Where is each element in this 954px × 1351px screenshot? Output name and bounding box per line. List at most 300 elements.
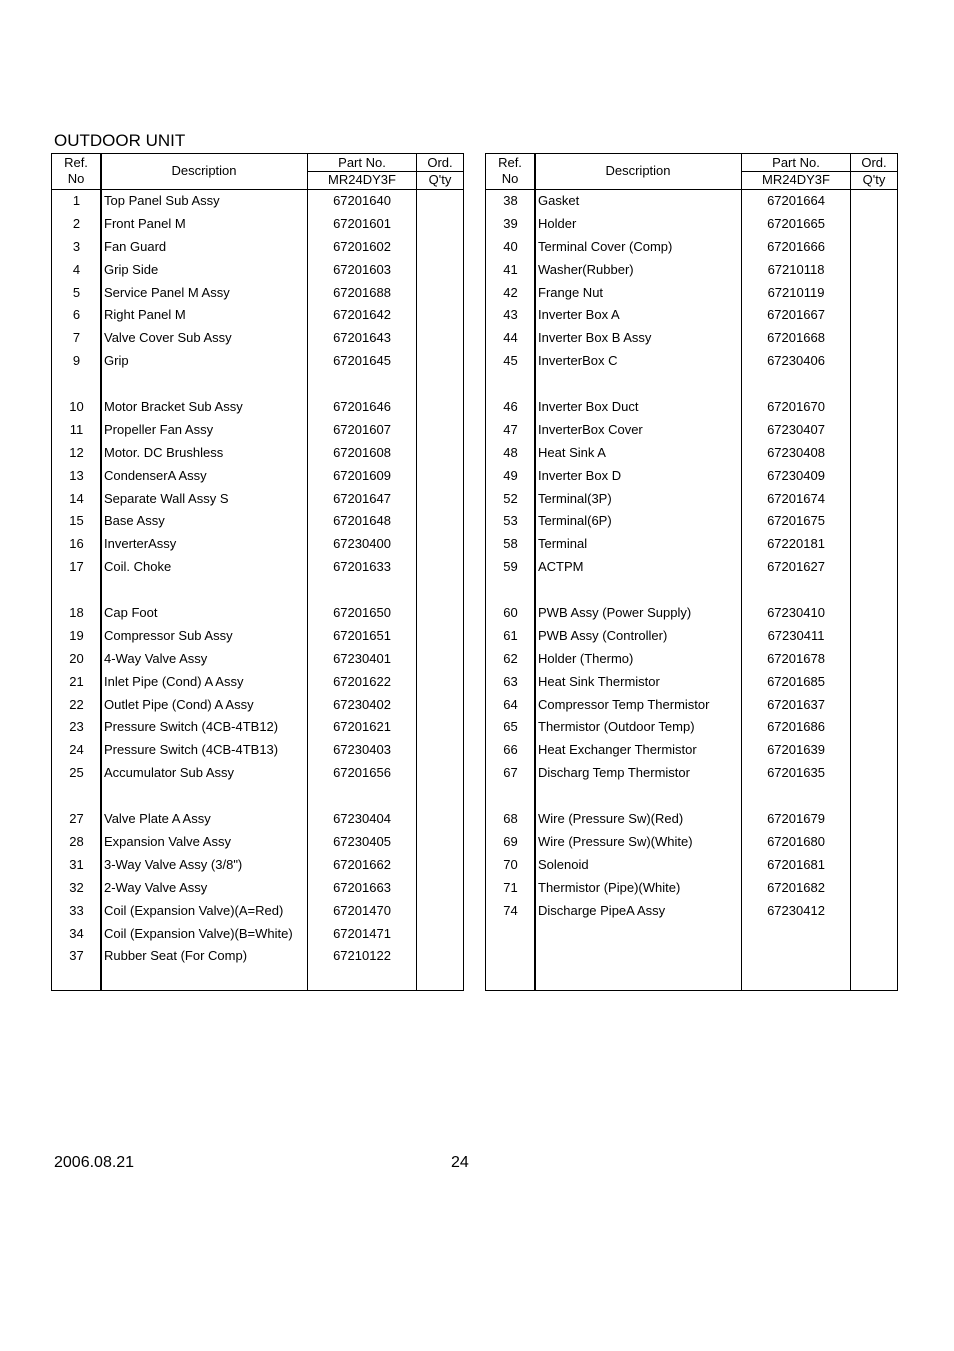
table-row [52, 510, 463, 533]
table-row [52, 671, 463, 694]
table-row [486, 671, 897, 694]
header-ref-line2: No [67, 171, 85, 186]
table-row [52, 945, 463, 968]
table-row [52, 739, 463, 762]
part-number-cell: 67230411 [767, 627, 825, 643]
header-part-no: Part No. [772, 155, 820, 170]
qty-cell [851, 213, 897, 236]
description-cell: Wire (Pressure Sw)(Red) [538, 811, 684, 827]
qty-cell [417, 236, 463, 259]
table-row [52, 419, 463, 442]
table-row [52, 465, 463, 488]
part-number-cell: 67201633 [333, 559, 391, 575]
table-row [486, 350, 897, 373]
table-row [52, 488, 463, 511]
ref-cell: 9 [72, 353, 81, 369]
table-row [486, 831, 897, 854]
section-title: OUTDOOR UNIT [54, 131, 186, 150]
ref-cell: 58 [503, 536, 518, 552]
table-row [486, 304, 897, 327]
part-number-cell: 67201679 [767, 811, 825, 827]
ref-cell: 5 [72, 284, 81, 300]
ref-cell: 13 [69, 467, 84, 483]
part-number-cell: 67201665 [767, 215, 825, 231]
ref-cell: 65 [503, 719, 518, 735]
ref-cell: 44 [503, 330, 518, 346]
table-row [52, 854, 463, 877]
part-number-cell: 67230400 [333, 536, 391, 552]
part-number-cell: 67201666 [767, 238, 825, 254]
qty-cell [851, 877, 897, 900]
part-number-cell [307, 373, 417, 396]
ref-cell: 33 [69, 902, 84, 918]
qty-cell [417, 785, 463, 808]
description-cell: Terminal Cover (Comp) [538, 238, 673, 254]
qty-cell [417, 671, 463, 694]
qty-cell [851, 282, 897, 305]
description-cell [535, 785, 741, 808]
part-number-cell: 67201648 [333, 513, 391, 529]
part-number-cell: 67201643 [333, 330, 391, 346]
qty-cell [851, 373, 897, 396]
qty-cell [417, 488, 463, 511]
description-cell: Thermistor (Outdoor Temp) [538, 719, 695, 735]
qty-cell [417, 442, 463, 465]
part-number-cell: 67201663 [333, 879, 391, 895]
table-row [52, 900, 463, 923]
table-row [486, 327, 897, 350]
table-row [486, 625, 897, 648]
part-number-cell: 67201686 [767, 719, 825, 735]
qty-cell [417, 419, 463, 442]
description-cell: Right Panel M [104, 307, 186, 323]
part-number-cell: 67201667 [767, 307, 825, 323]
table-row [52, 213, 463, 236]
description-cell: Washer(Rubber) [538, 261, 634, 277]
part-number-cell: 67201664 [767, 193, 825, 208]
qty-cell [417, 831, 463, 854]
part-number-cell: 67201602 [333, 238, 391, 254]
part-number-cell: 67201656 [333, 765, 391, 781]
table-row [486, 877, 897, 900]
description-cell: Coil (Expansion Valve)(A=Red) [104, 902, 284, 918]
part-number-cell: 67230407 [767, 421, 825, 437]
part-number-cell: 67201678 [767, 650, 825, 666]
ref-cell: 74 [503, 902, 518, 918]
qty-cell [417, 327, 463, 350]
part-number-cell: 67201675 [767, 513, 825, 529]
description-cell: Valve Plate A Assy [104, 811, 211, 827]
table-row [52, 579, 463, 602]
qty-cell [851, 510, 897, 533]
part-number-cell: 67201640 [333, 193, 391, 208]
table-row [486, 556, 897, 579]
table-row [486, 602, 897, 625]
qty-cell [851, 808, 897, 831]
ref-cell: 46 [503, 399, 518, 415]
description-cell: Terminal(3P) [538, 490, 612, 506]
qty-cell [851, 900, 897, 923]
ref-cell: 40 [503, 238, 518, 254]
description-cell: CondenserA Assy [104, 467, 207, 483]
part-number-cell: 67210119 [767, 284, 825, 300]
part-number-cell: 67201642 [333, 307, 391, 323]
part-number-cell: 67230404 [333, 811, 391, 827]
ref-cell: 21 [69, 673, 84, 689]
description-cell: Motor Bracket Sub Assy [104, 399, 243, 415]
part-number-cell: 67201621 [333, 719, 391, 735]
table-row [486, 282, 897, 305]
description-cell [535, 373, 741, 396]
ref-cell: 10 [69, 399, 84, 415]
ref-cell: 31 [69, 856, 84, 872]
qty-cell [851, 625, 897, 648]
qty-cell [851, 259, 897, 282]
description-cell: Holder (Thermo) [538, 650, 634, 666]
table-row [486, 396, 897, 419]
qty-cell [851, 716, 897, 739]
qty-cell [417, 602, 463, 625]
description-cell: Inverter Box A [538, 307, 620, 323]
description-cell: Pressure Switch (4CB-4TB12) [104, 719, 279, 735]
header-part-no: Part No. [338, 155, 386, 170]
qty-cell [851, 465, 897, 488]
description-cell: Coil (Expansion Valve)(B=White) [104, 925, 293, 941]
qty-cell [417, 510, 463, 533]
qty-cell [417, 739, 463, 762]
qty-cell [417, 259, 463, 282]
description-cell: InverterBox Cover [538, 421, 643, 437]
description-cell: Wire (Pressure Sw)(White) [538, 833, 693, 849]
page-number: 24 [451, 1154, 469, 1171]
ref-cell: 17 [69, 559, 84, 575]
table-row [486, 442, 897, 465]
description-cell: Inverter Box D [538, 467, 622, 483]
ref-cell: 1 [72, 193, 81, 208]
part-number-cell: 67201645 [333, 353, 391, 369]
qty-cell [851, 396, 897, 419]
part-number-cell: 67230408 [767, 444, 825, 460]
table-row [486, 213, 897, 236]
table-row [52, 831, 463, 854]
description-cell: Valve Cover Sub Assy [104, 330, 232, 346]
ref-cell: 66 [503, 742, 518, 758]
part-number-cell [307, 579, 417, 602]
table-row [486, 236, 897, 259]
description-cell: Frange Nut [538, 284, 604, 300]
ref-cell: 12 [69, 444, 84, 460]
part-number-cell: 67201639 [767, 742, 825, 758]
description-cell: Accumulator Sub Assy [104, 765, 235, 781]
part-number-cell: 67201646 [333, 399, 391, 415]
qty-cell [851, 579, 897, 602]
part-number-cell: 67230401 [333, 650, 391, 666]
header-qty: Q'ty [428, 172, 452, 187]
ref-cell: 63 [503, 673, 518, 689]
ref-cell: 27 [69, 811, 84, 827]
ref-cell: 48 [503, 444, 518, 460]
description-cell [101, 373, 307, 396]
description-cell: ACTPM [538, 559, 584, 575]
qty-cell [851, 671, 897, 694]
table-row [52, 236, 463, 259]
ref-cell: 67 [503, 765, 518, 781]
qty-cell [417, 762, 463, 785]
table-row [52, 808, 463, 831]
ref-cell: 71 [503, 879, 518, 895]
header-ord: Ord. [427, 155, 453, 170]
ref-cell: 15 [69, 513, 84, 529]
table-row [486, 716, 897, 739]
ref-cell: 39 [503, 215, 518, 231]
ref-cell: 16 [69, 536, 84, 552]
qty-cell [851, 694, 897, 717]
table-row [486, 533, 897, 556]
qty-cell [851, 556, 897, 579]
table-row [486, 694, 897, 717]
table-row [52, 785, 463, 808]
qty-cell [417, 877, 463, 900]
qty-cell [417, 923, 463, 946]
part-number-cell: 67201471 [333, 925, 391, 941]
description-cell: Holder [538, 215, 577, 231]
table-row [52, 442, 463, 465]
part-number-cell: 67201635 [767, 765, 825, 781]
description-cell: PWB Assy (Controller) [538, 627, 668, 643]
part-number-cell: 67230403 [333, 742, 391, 758]
description-cell: Outlet Pipe (Cond) A Assy [104, 696, 254, 712]
ref-cell: 14 [69, 490, 84, 506]
ref-cell: 62 [503, 650, 518, 666]
part-number-cell: 67201607 [333, 421, 391, 437]
part-number-cell: 67230412 [767, 902, 825, 918]
table-row [52, 304, 463, 327]
ref-cell: 24 [69, 742, 84, 758]
part-number-cell: 67201608 [333, 444, 391, 460]
table-row [486, 465, 897, 488]
table-row [52, 648, 463, 671]
table-row [486, 648, 897, 671]
description-cell: Inverter Box B Assy [538, 330, 652, 346]
ref-cell: 61 [503, 627, 518, 643]
qty-cell [851, 236, 897, 259]
description-cell [101, 579, 307, 602]
ref-cell: 45 [503, 353, 518, 369]
ref-cell [52, 373, 101, 396]
table-row [52, 556, 463, 579]
part-number-cell [307, 785, 417, 808]
description-cell: Propeller Fan Assy [104, 421, 214, 437]
part-number-cell: 67230405 [333, 833, 391, 849]
table-row [52, 396, 463, 419]
qty-cell [417, 213, 463, 236]
qty-cell [417, 945, 463, 968]
qty-cell [417, 533, 463, 556]
description-cell: Discharg Temp Thermistor [538, 765, 690, 781]
qty-cell [851, 533, 897, 556]
part-number-cell: 67201609 [333, 467, 391, 483]
table-row [486, 419, 897, 442]
qty-cell [417, 396, 463, 419]
table-row [52, 625, 463, 648]
description-cell: Grip [104, 353, 129, 369]
description-cell [101, 785, 307, 808]
qty-cell [851, 785, 897, 808]
table-row [486, 190, 897, 213]
description-cell: InverterAssy [104, 536, 177, 552]
qty-cell [417, 350, 463, 373]
description-cell: Base Assy [104, 513, 165, 529]
description-cell: Coil. Choke [104, 559, 172, 575]
ref-cell [52, 579, 101, 602]
qty-cell [851, 442, 897, 465]
description-cell: InverterBox C [538, 353, 618, 369]
table-row [486, 762, 897, 785]
part-number-cell: 67210122 [333, 948, 391, 964]
part-number-cell: 67220181 [767, 536, 825, 552]
header-model: MR24DY3F [328, 172, 396, 187]
part-number-cell: 67201668 [767, 330, 825, 346]
description-cell: Expansion Valve Assy [104, 833, 231, 849]
part-number-cell: 67201622 [333, 673, 391, 689]
table-row [486, 808, 897, 831]
description-cell: Pressure Switch (4CB-4TB13) [104, 742, 279, 758]
ref-cell: 52 [503, 490, 518, 506]
ref-cell [486, 579, 535, 602]
qty-cell [851, 602, 897, 625]
description-cell: Top Panel Sub Assy [104, 193, 220, 208]
ref-cell: 41 [503, 261, 518, 277]
description-cell: Thermistor (Pipe)(White) [538, 879, 681, 895]
table-row [52, 190, 463, 213]
ref-cell: 38 [503, 193, 518, 208]
ref-cell [486, 785, 535, 808]
table-row [52, 602, 463, 625]
description-cell: Fan Guard [104, 238, 167, 254]
ref-cell: 64 [503, 696, 518, 712]
qty-cell [851, 831, 897, 854]
part-number-cell: 67201603 [333, 261, 391, 277]
part-number-cell: 67210118 [767, 261, 825, 277]
part-number-cell: 67201647 [333, 490, 391, 506]
ref-cell: 20 [69, 650, 84, 666]
header-ord: Ord. [861, 155, 887, 170]
header-ref-line1: Ref. [64, 155, 88, 170]
ref-cell: 53 [503, 513, 518, 529]
description-cell: Cap Foot [104, 605, 158, 621]
ref-cell: 22 [69, 696, 84, 712]
part-number-cell: 67201637 [767, 696, 825, 712]
table-row [486, 739, 897, 762]
footer-date: 2006.08.21 [54, 1154, 135, 1171]
header-ref [486, 155, 534, 187]
rows-left [52, 190, 463, 968]
part-number-cell: 67201601 [333, 215, 391, 231]
description-cell: PWB Assy (Power Supply) [538, 605, 692, 621]
ref-cell: 34 [69, 925, 84, 941]
ref-cell: 11 [69, 421, 84, 437]
ref-cell: 19 [69, 627, 84, 643]
description-cell: Inverter Box Duct [538, 399, 639, 415]
description-cell [535, 579, 741, 602]
part-number-cell: 67201681 [767, 856, 825, 872]
ref-cell: 23 [69, 719, 84, 735]
qty-cell [417, 694, 463, 717]
ref-cell: 6 [72, 307, 81, 323]
ref-cell: 69 [503, 833, 518, 849]
header-model: MR24DY3F [762, 172, 830, 187]
description-cell: Compressor Sub Assy [104, 627, 233, 643]
table-row [52, 350, 463, 373]
qty-cell [417, 190, 463, 213]
table-row [486, 488, 897, 511]
header-description: Description [605, 163, 671, 178]
qty-cell [851, 350, 897, 373]
ref-cell: 7 [72, 330, 81, 346]
qty-cell [851, 419, 897, 442]
ref-cell: 18 [69, 605, 84, 621]
description-cell: Front Panel M [104, 215, 186, 231]
part-number-cell: 67201685 [767, 673, 825, 689]
description-cell: Heat Sink Thermistor [538, 673, 660, 689]
parts-table-left [51, 153, 464, 991]
qty-cell [417, 579, 463, 602]
qty-cell [417, 854, 463, 877]
part-number-cell [741, 373, 851, 396]
part-number-cell: 67201670 [767, 399, 825, 415]
description-cell: Rubber Seat (For Comp) [104, 948, 248, 964]
table-row [52, 282, 463, 305]
description-cell: Inlet Pipe (Cond) A Assy [104, 673, 244, 689]
table-row [52, 716, 463, 739]
qty-cell [851, 739, 897, 762]
qty-cell [851, 854, 897, 877]
part-number-cell: 67201470 [333, 902, 391, 918]
table-row [52, 923, 463, 946]
header-ref [52, 155, 100, 187]
ref-cell: 42 [503, 284, 518, 300]
part-number-cell: 67201682 [767, 879, 825, 895]
description-cell: Heat Exchanger Thermistor [538, 742, 697, 758]
qty-cell [851, 327, 897, 350]
part-number-cell: 67201627 [767, 559, 825, 575]
part-number-cell: 67230409 [767, 467, 825, 483]
part-number-cell: 67201688 [333, 284, 391, 300]
description-cell: Terminal(6P) [538, 513, 612, 529]
ref-cell [486, 373, 535, 396]
part-number-cell: 67230406 [767, 353, 825, 369]
ref-cell: 4 [72, 261, 81, 277]
ref-cell [52, 785, 101, 808]
parts-table-right [485, 153, 898, 991]
qty-cell [417, 625, 463, 648]
table-row [52, 533, 463, 556]
header-ref-line1: Ref. [498, 155, 522, 170]
table-row [486, 785, 897, 808]
qty-cell [851, 304, 897, 327]
qty-cell [417, 716, 463, 739]
table-row [486, 373, 897, 396]
qty-cell [417, 465, 463, 488]
part-number-cell: 67201674 [767, 490, 825, 506]
ref-cell: 37 [69, 948, 84, 964]
description-cell: 3-Way Valve Assy (3/8") [104, 856, 243, 872]
part-number-cell: 67201662 [333, 856, 391, 872]
ref-cell: 25 [69, 765, 84, 781]
description-cell: Solenoid [538, 856, 589, 872]
part-number-cell: 67201680 [767, 833, 825, 849]
description-cell: Discharge PipeA Assy [538, 902, 666, 918]
